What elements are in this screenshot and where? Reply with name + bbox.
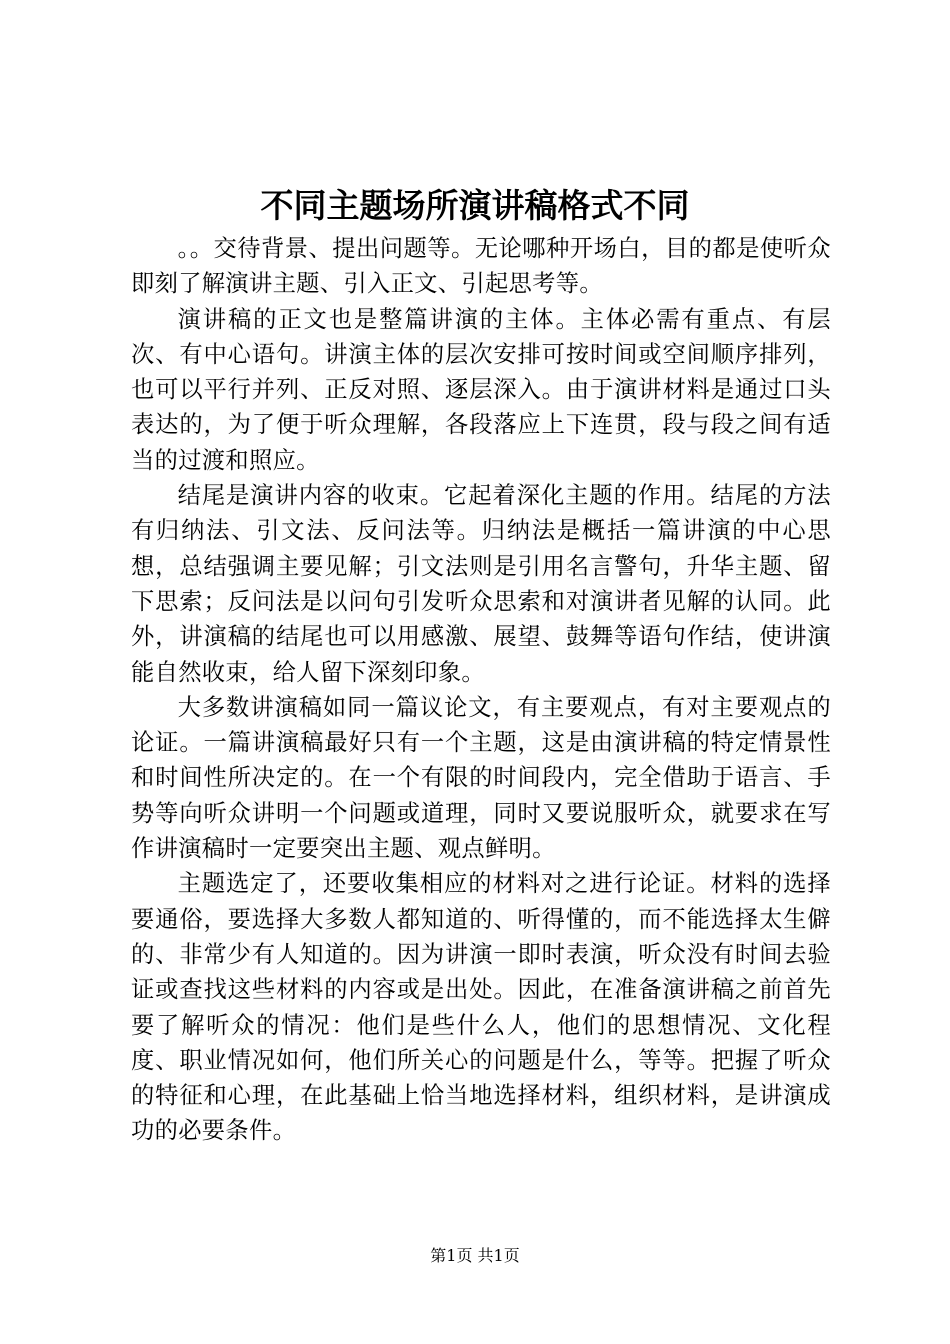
- document-title: 不同主题场所演讲稿格式不同: [260, 186, 690, 225]
- document-body: [131, 231, 831, 1149]
- paragraph-1: 。。交待背景、提出问题等。无论哪种开场白，目的都是使听众即刻了解演讲主题、引入正文、引起思考等。: [131, 235, 831, 298]
- paragraph-5: 主题选定了，还要收集相应的材料对之进行论证。材料的选择要通俗，要选择大多数人都知道的、听得懂的，而不能选择太生僻的、非常少有人知道的。因为讲演一即时表演，听众没有时间去验证或查找这些材料的内容或是出处。因此，在准备演讲稿之前首先要了解听众的情况：他们是些什么人，他们的思想情况、文化程度、职业情况如何，他们所关心的问题是什么，等等。把握了听众的特征和心理，在此基础上恰当地选择材料，组织材料，是讲演成功的必要条件。: [131, 870, 831, 1145]
- paragraph-2: 演讲稿的正文也是整篇讲演的主体。主体必需有重点、有层次、有中心语句。讲演主体的层次安排可按时间或空间顺序排列，也可以平行并列、正反对照、逐层深入。由于演讲材料是通过口头表达的，为了便于听众理解，各段落应上下连贯，段与段之间有适当的过渡和照应。: [131, 305, 831, 474]
- page-footer: 第1页 共1页: [430, 1246, 520, 1265]
- paragraph-3: 结尾是演讲内容的收束。它起着深化主题的作用。结尾的方法有归纳法、引文法、反问法等。归纳法是概括一篇讲演的中心思想，总结强调主要见解；引文法则是引用名言警句，升华主题、留下思索；反问法是以问句引发听众思索和对演讲者见解的认同。此外，讲演稿的结尾也可以用感激、展望、鼓舞等语句作结，使讲演能自然收束，给人留下深刻印象。: [131, 482, 831, 686]
- paragraph-4: 大多数讲演稿如同一篇议论文，有主要观点，有对主要观点的论证。一篇讲演稿最好只有一个主题，这是由演讲稿的特定情景性和时间性所决定的。在一个有限的时间段内，完全借助于语言、手势等向听众讲明一个问题或道理，同时又要说服听众，就要求在写作讲演稿时一定要突出主题、观点鲜明。: [131, 693, 831, 863]
